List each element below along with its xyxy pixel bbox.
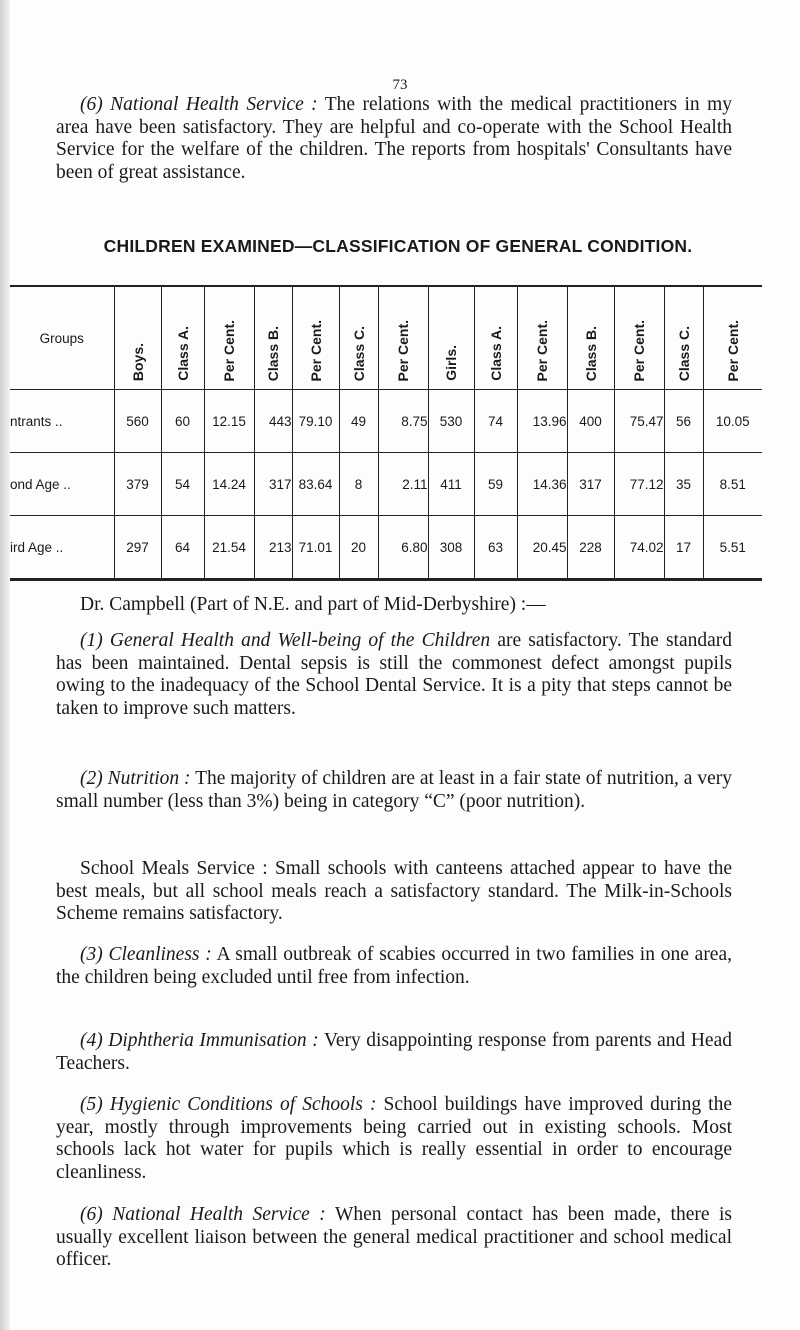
table-cell: ond Age .. [10, 453, 114, 516]
section-school-meals [56, 858, 732, 926]
table-cell: 6.80 [378, 516, 428, 580]
classification-table [10, 285, 762, 581]
section-general-health [56, 630, 732, 720]
table-cell: 20.45 [517, 516, 567, 580]
table-cell: ird Age .. [10, 516, 114, 580]
table-cell: 83.64 [292, 453, 339, 516]
column-header: Per Cent. [378, 286, 428, 390]
section-heading: (3) Cleanliness : [80, 944, 212, 965]
section-heading: (2) Nutrition : [80, 768, 191, 789]
table-cell: 64 [161, 516, 204, 580]
table-cell: 20 [339, 516, 378, 580]
section-heading: (1) General Health and Well-being of the Children [80, 630, 491, 651]
table-cell: 530 [428, 390, 474, 453]
column-header: Class C. [339, 286, 378, 390]
table-cell: 308 [428, 516, 474, 580]
column-header: Class B. [567, 286, 614, 390]
table-row [10, 390, 762, 453]
table-cell: 74 [474, 390, 517, 453]
table-title: CHILDREN EXAMINED—CLASSIFICATION OF GENERAL CONDITION. [103, 236, 693, 256]
table-cell: 14.36 [517, 453, 567, 516]
table-cell: 10.05 [715, 413, 750, 429]
section-heading: (5) Hygienic Conditions of Schools : [80, 1094, 377, 1115]
column-header: Girls. [428, 286, 474, 390]
table-cell: ntrants .. [10, 390, 114, 453]
intro-text: The relations with the medical practitioners in my area have been satisfactory. They are helpful and co-operate with the School Health Service for the welfare of the children. The reports from hospitals' Consultants have been of great assistance. [56, 94, 733, 183]
table-cell: 228 [567, 516, 614, 580]
table-cell: 74.02 [614, 516, 664, 580]
table-cell: 59 [474, 453, 517, 516]
report-intro: Dr. Campbell (Part of N.E. and part of Mid-Derbyshire) :— [80, 594, 546, 615]
section-text: When personal contact has been made, there is usually excellent liaison between the general medical practitioner and school medical officer. [56, 1204, 732, 1270]
section-nutrition [56, 768, 732, 813]
table-cell: 297 [114, 516, 161, 580]
table-cell: 5.51 [719, 539, 746, 555]
page-number: 73 [392, 77, 408, 93]
table-cell: 14.24 [204, 453, 254, 516]
column-header: Per Cent. [614, 286, 664, 390]
table-cell: 60 [161, 390, 204, 453]
table-cell: 317 [254, 453, 292, 516]
section-text: School Meals Service : Small schools with canteens attached appear to have the best meals, but all school meals reach a satisfactory standard. The Milk-in-Schools Scheme remains satisfactory. [56, 858, 732, 924]
table-cell: 400 [567, 390, 614, 453]
intro-paragraph [56, 94, 732, 184]
table-cell: 411 [428, 453, 474, 516]
table-cell: 21.54 [204, 516, 254, 580]
table-cell: 2.11 [378, 453, 428, 516]
table-header-row [10, 286, 762, 390]
table-cell: 49 [339, 390, 378, 453]
table-cell: 17 [664, 516, 703, 580]
section-text: The majority of children are at least in a fair state of nutrition, a very small number (less than 3%) being in category “C” (poor nutrition). [56, 768, 732, 812]
section-diphtheria [56, 1030, 732, 1075]
section-text: A small outbreak of scabies occurred in two families in one area, the children being excluded until free from infection. [56, 944, 732, 988]
section-heading: (4) Diphtheria Immunisation : [80, 1030, 319, 1051]
section-text: School buildings have improved during the year, mostly through improvements being carried out in existing schools. Most schools lack hot water for pupils which is really essential in order to encourage cleanliness. [56, 1094, 732, 1183]
table-cell: 317 [567, 453, 614, 516]
table-cell: 75.47 [614, 390, 664, 453]
page-binding-edge [0, 0, 10, 1330]
section-hygienic-conditions [56, 1094, 732, 1184]
column-header: Per Cent. [292, 286, 339, 390]
intro-heading: (6) National Health Service : [80, 94, 318, 115]
column-header: Per Cent. [517, 286, 567, 390]
column-header: Class C. [664, 286, 703, 390]
table-cell: 79.10 [292, 390, 339, 453]
table-cell: 13.96 [517, 390, 567, 453]
table-cell: 77.12 [614, 453, 664, 516]
column-header: Class A. [474, 286, 517, 390]
column-header: Boys. [114, 286, 161, 390]
table-cell: 213 [254, 516, 292, 580]
section-cleanliness [56, 944, 732, 989]
section-national-health-service [56, 1204, 732, 1272]
column-header: Groups [10, 286, 114, 390]
table-cell: 56 [664, 390, 703, 453]
table-cell: 71.01 [292, 516, 339, 580]
table-cell: 35 [664, 453, 703, 516]
table-cell: 63 [474, 516, 517, 580]
table-cell: 443 [254, 390, 292, 453]
section-text: Very disappointing response from parents and Head Teachers. [56, 1030, 732, 1074]
table-cell: 8.51 [719, 476, 746, 492]
table-cell: 560 [114, 390, 161, 453]
table-cell: 8.75 [378, 390, 428, 453]
table-row [10, 516, 762, 580]
table-row [10, 453, 762, 516]
table-cell: 8 [339, 453, 378, 516]
section-heading: (6) National Health Service : [80, 1204, 326, 1225]
table-cell: 54 [161, 453, 204, 516]
column-header: Class B. [254, 286, 292, 390]
table-cell: 12.15 [204, 390, 254, 453]
section-text: are satisfactory. The standard has been maintained. Dental sepsis is still the commonest defect amongst pupils owing to the inadequacy of the School Dental Service. It is a pity that steps cannot be taken to improve such matters. [56, 630, 732, 719]
column-header: Per Cent. [724, 319, 741, 381]
column-header: Per Cent. [204, 286, 254, 390]
column-header: Class A. [161, 286, 204, 390]
table-cell: 379 [114, 453, 161, 516]
